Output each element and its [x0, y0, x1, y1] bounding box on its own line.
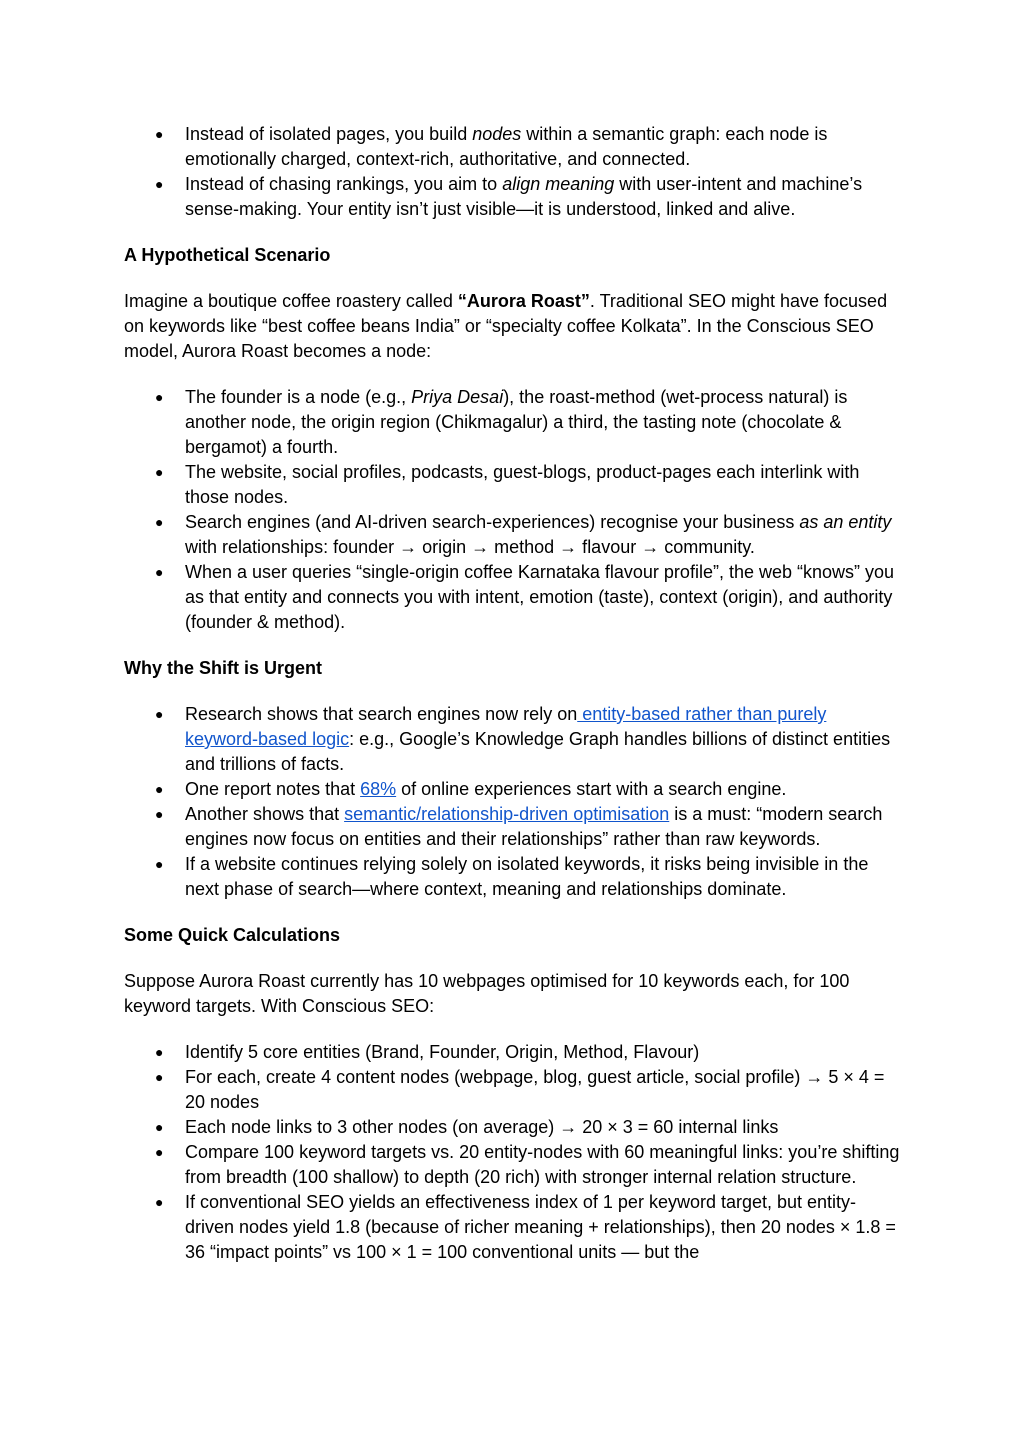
- entity-based-logic-link[interactable]: entity-based rather than purely keyword-based logic: [185, 704, 827, 749]
- calculations-paragraph: Suppose Aurora Roast currently has 10 webpages optimised for 10 keywords each, for 100 keyword targets. With Conscious SEO:: [124, 971, 850, 1016]
- calculations-list: [124, 1040, 904, 1265]
- list-item: ● Compare 100 keyword targets vs. 20 entity-nodes with 60 meaningful links: you’re shifting from breadth (100 shallow) to depth (20 rich) with stronger internal relation structure.: [155, 1142, 900, 1187]
- bullet-icon: ●: [155, 1044, 164, 1060]
- bullet-icon: ●: [155, 856, 164, 872]
- scenario-paragraph: Imagine a boutique coffee roastery called “Aurora Roast”. Traditional SEO might have focused on keywords like “best coffee beans India” or “specialty coffee Kolkata”. In the Conscious SEO model, Aurora Roast becomes a node:: [124, 291, 888, 361]
- intro-list: [124, 122, 904, 222]
- list-item: ● Another shows that semantic/relationship-driven optimisation is a must: “modern search engines now focus on entities and their relationships” rather than raw keywords.: [155, 804, 883, 849]
- list-item: ● The founder is a node (e.g., Priya Desai), the roast-method (wet-process natural) is another node, the origin region (Chikmagalur) a third, the tasting note (chocolate & bergamot) a fourth.: [155, 387, 848, 457]
- list-item: ● Instead of chasing rankings, you aim to align meaning with user-intent and machine’s sense-making. Your entity isn’t just visible—it is understood, linked and alive.: [155, 174, 863, 219]
- list-item: ● The website, social profiles, podcasts, guest-blogs, product-pages each interlink with those nodes.: [155, 462, 860, 507]
- section-heading-urgent: Why the Shift is Urgent: [124, 658, 322, 678]
- bullet-icon: ●: [155, 176, 164, 192]
- list-item: ● Instead of isolated pages, you build nodes within a semantic graph: each node is emotionally charged, context-rich, authoritative, and connected.: [155, 124, 828, 169]
- list-item: ● When a user queries “single-origin coffee Karnataka flavour profile”, the web “knows” you as that entity and connects you with intent, emotion (taste), context (origin), and authority (founder & method).: [155, 562, 895, 632]
- bullet-icon: ●: [155, 1194, 164, 1210]
- list-item: ● If a website continues relying solely on isolated keywords, it risks being invisible in the next phase of search—where context, meaning and relationships dominate.: [155, 854, 869, 899]
- semantic-optimisation-link[interactable]: semantic/relationship-driven optimisation: [344, 804, 670, 824]
- bullet-icon: ●: [155, 126, 164, 142]
- list-item: ● For each, create 4 content nodes (webpage, blog, guest article, social profile) → 5 × 4 = 20 nodes: [155, 1067, 885, 1112]
- section-heading-calculations: Some Quick Calculations: [124, 925, 341, 945]
- list-item: ● One report notes that 68% of online experiences start with a search engine.: [124, 777, 904, 802]
- scenario-list: [124, 385, 904, 635]
- bullet-icon: ●: [155, 514, 164, 530]
- bullet-icon: ●: [155, 389, 164, 405]
- list-item: ● Search engines (and AI-driven search-experiences) recognise your business as an entity with relationships: founder → origin → method → flavour → community.: [155, 512, 892, 557]
- bullet-icon: ●: [155, 806, 164, 822]
- section-heading-scenario: A Hypothetical Scenario: [124, 245, 331, 265]
- list-item: ● Each node links to 3 other nodes (on average) → 20 × 3 = 60 internal links: [124, 1115, 904, 1140]
- list-item: ● Research shows that search engines now rely on entity-based rather than purely keyword-based logic: e.g., Google’s Knowledge Graph handles billions of distinct entities and trillions of facts.: [155, 704, 891, 774]
- 68-percent-link[interactable]: 68%: [360, 779, 397, 799]
- bullet-icon: ●: [155, 1144, 164, 1160]
- list-item: ● If conventional SEO yields an effectiveness index of 1 per keyword target, but entity-driven nodes yield 1.8 (because of richer meaning + relationships), then 20 nodes × 1.8 = 36 “impact points” vs 100 × 1 = 100 conventional units — but the: [155, 1192, 896, 1262]
- bullet-icon: ●: [155, 781, 164, 797]
- bullet-icon: ●: [155, 1069, 164, 1085]
- bullet-icon: ●: [155, 464, 164, 480]
- document-page: [124, 122, 904, 1265]
- bullet-icon: ●: [155, 1119, 164, 1135]
- bullet-icon: ●: [155, 564, 164, 580]
- urgent-list: [124, 702, 904, 902]
- bullet-icon: ●: [155, 706, 164, 722]
- list-item: ● Identify 5 core entities (Brand, Founder, Origin, Method, Flavour): [124, 1040, 904, 1065]
